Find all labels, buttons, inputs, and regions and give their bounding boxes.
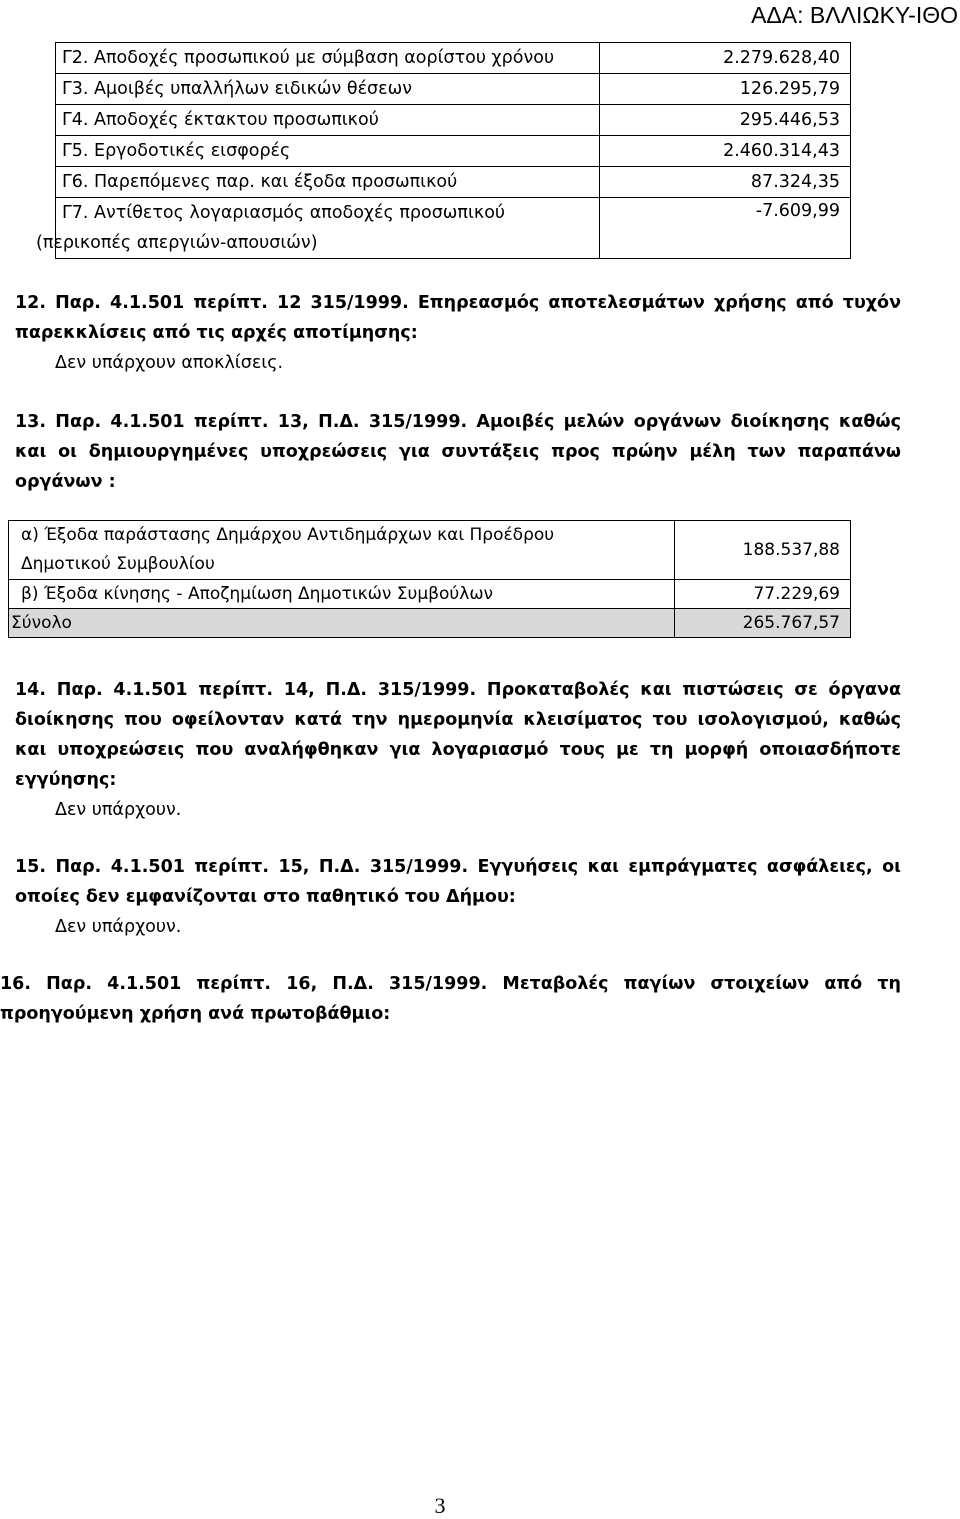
section-13 [15, 407, 901, 497]
row-label-line2: (περικοπές απεργιών-απουσιών) [36, 233, 318, 253]
board-compensation-table [8, 520, 851, 638]
section-note: Δεν υπάρχουν. [55, 917, 182, 937]
row-value: -7.609,99 [600, 198, 851, 259]
section-text: Επηρεασμός αποτελεσμάτων χρήσης από τυχόν παρεκκλίσεις από τις αρχές αποτίμησης: [15, 293, 901, 343]
table-row [56, 198, 851, 259]
section-16 [0, 969, 901, 1029]
total-value: 265.767,57 [675, 609, 851, 638]
table-row [9, 580, 851, 609]
row-label: Γ4. Αποδοχές έκτακτου προσωπικού [56, 105, 600, 136]
table-row [56, 167, 851, 198]
row-label: Γ3. Αμοιβές υπαλλήλων ειδικών θέσεων [56, 74, 600, 105]
row-label: Γ6. Παρεπόμενες παρ. και έξοδα προσωπικού [56, 167, 600, 198]
section-note: Δεν υπάρχουν. [55, 800, 182, 820]
section-14 [15, 675, 901, 825]
ada-code: ΑΔΑ: ΒΛΛΙΩΚΥ-ΙΘΟ [751, 2, 958, 28]
total-label: Σύνολο [9, 609, 675, 638]
table-row [9, 521, 851, 580]
section-heading: 14. Παρ. 4.1.501 περίπτ. 14, Π.Δ. 315/1999. [15, 680, 477, 700]
table-row [56, 43, 851, 74]
section-text: Αμοιβές μελών οργάνων διοίκησης καθώς και οι δημιουργημένες υποχρεώσεις για συντάξεις προς πρώην μέλη των παραπάνω οργάνων : [15, 412, 901, 492]
row-label [36, 198, 600, 259]
section-heading: 16. Παρ. 4.1.501 περίπτ. 16, Π.Δ. 315/1999. [0, 974, 488, 994]
table-row [56, 74, 851, 105]
row-label: Γ5. Εργοδοτικές εισφορές [56, 136, 600, 167]
row-value: 2.460.314,43 [600, 136, 851, 167]
row-value: 188.537,88 [675, 521, 851, 580]
row-value: 2.279.628,40 [600, 43, 851, 74]
row-label-line2: Δημοτικού Συμβουλίου [21, 554, 215, 574]
section-heading: 15. Παρ. 4.1.501 περίπτ. 15, Π.Δ. 315/1999. [15, 857, 469, 877]
section-text: Προκαταβολές και πιστώσεις σε όργανα διοίκησης που οφείλονταν κατά την ημερομηνία κλεισίματος του ισολογισμού, καθώς και υποχρεώσεις που αναλήφθηκαν για λογαριασμό τους με τη μορφή οποιασδήποτε εγγύησης: [15, 680, 901, 790]
section-text: Εγγυήσεις και εμπράγματες ασφάλειες, οι οποίες δεν εμφανίζονται στο παθητικό του Δήμου: [15, 857, 901, 907]
section-15 [15, 852, 901, 942]
page-number: 3 [434, 1493, 446, 1518]
row-label [9, 521, 675, 580]
section-heading: 13. Παρ. 4.1.501 περίπτ. 13, Π.Δ. 315/1999. [15, 412, 468, 432]
row-value: 77.229,69 [675, 580, 851, 609]
section-12 [15, 288, 901, 378]
personnel-costs-table [36, 42, 851, 259]
row-label-line1: α) Έξοδα παράστασης Δημάρχου Αντιδημάρχων και Προέδρου [21, 525, 555, 545]
row-label-line1: Γ7. Αντίθετος λογαριασμός αποδοχές προσωπικού [62, 203, 506, 223]
section-text: Μεταβολές παγίων στοιχείων από τη προηγούμενη χρήση ανά πρωτοβάθμιο: [0, 974, 901, 1024]
row-label: β) Έξοδα κίνησης - Αποζημίωση Δημοτικών Συμβούλων [9, 580, 675, 609]
row-value: 295.446,53 [600, 105, 851, 136]
row-value: 87.324,35 [600, 167, 851, 198]
row-label: Γ2. Αποδοχές προσωπικού με σύμβαση αορίστου χρόνου [56, 43, 600, 74]
table-row [56, 105, 851, 136]
table-row [56, 136, 851, 167]
row-value: 126.295,79 [600, 74, 851, 105]
section-note: Δεν υπάρχουν αποκλίσεις. [55, 353, 284, 373]
total-row [9, 609, 851, 638]
section-heading: 12. Παρ. 4.1.501 περίπτ. 12 315/1999. [15, 293, 409, 313]
